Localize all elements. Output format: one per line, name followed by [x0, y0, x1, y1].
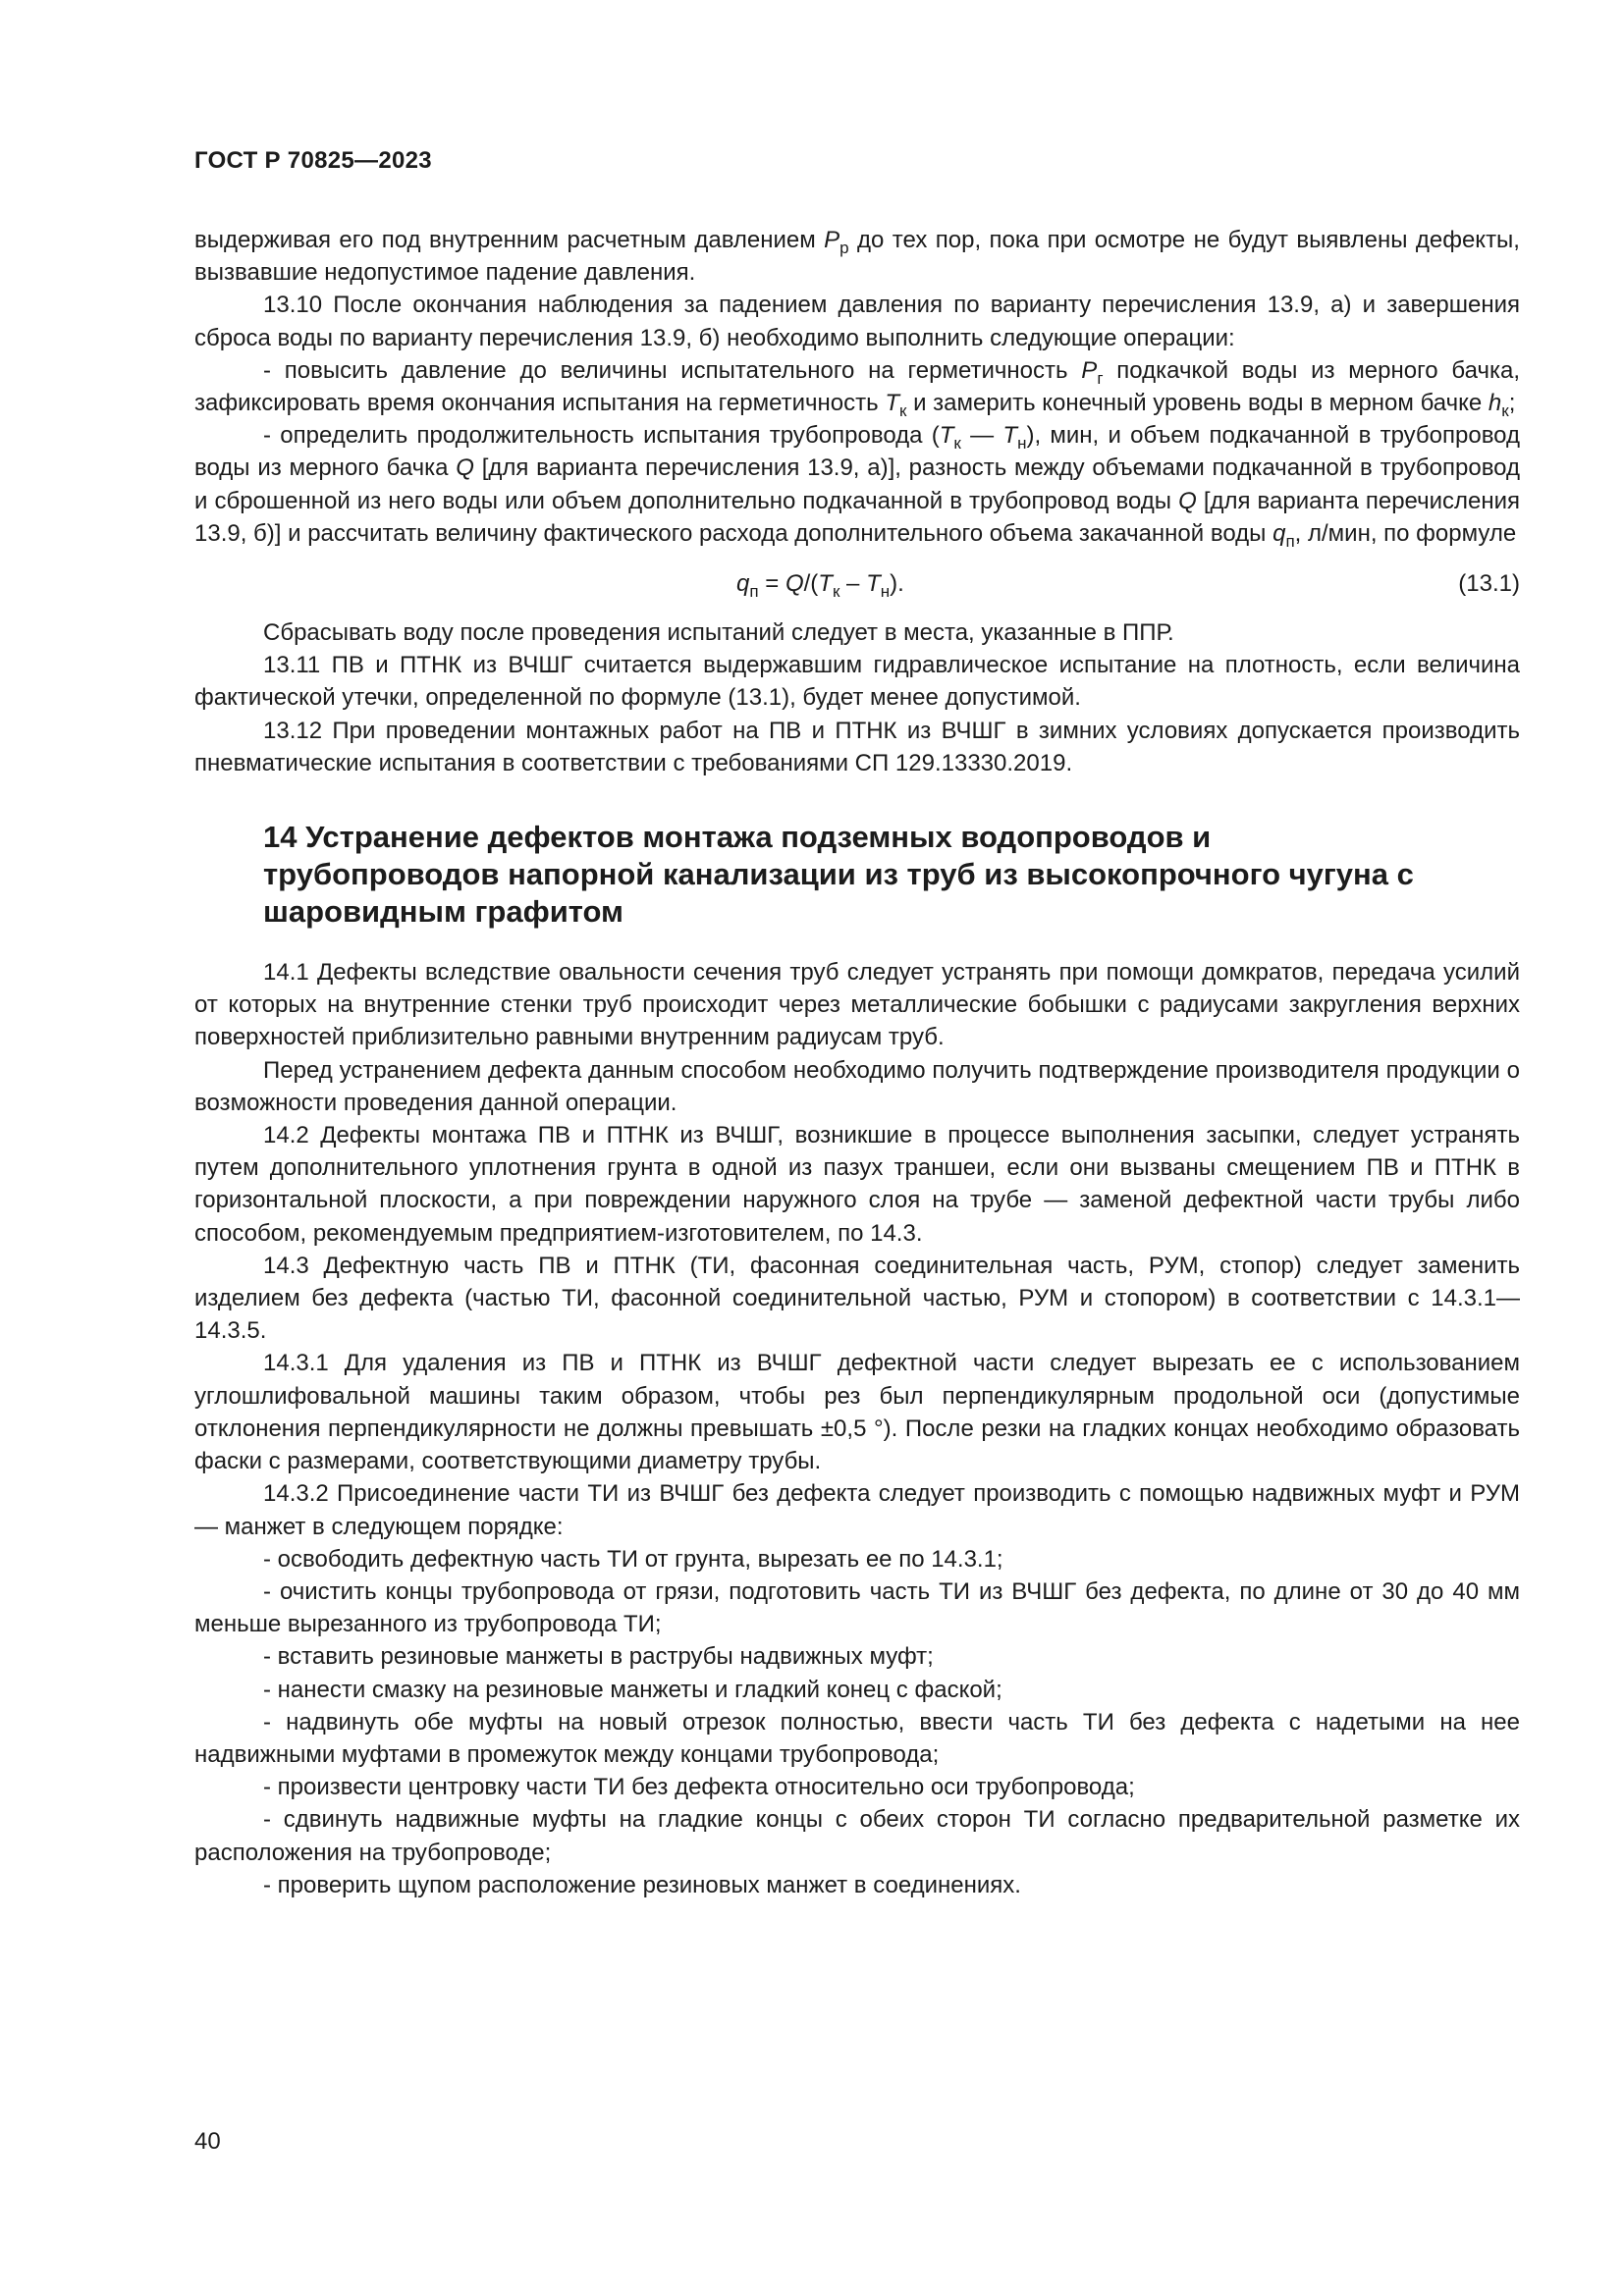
list-item: - произвести центровку части ТИ без дефекта относительно оси трубопровода;	[263, 1774, 1135, 1801]
paragraph: Сбрасывать воду после проведения испытаний следует в места, указанные в ППР.	[263, 619, 1174, 647]
section-heading-14: 14 Устранение дефектов монтажа подземных водопроводов и трубопроводов напорной канализации из труб из высокопрочного чугуна с шаровидным графитом	[263, 820, 1414, 930]
document-header: ГОСТ Р 70825—2023	[194, 147, 432, 174]
paragraph-13-11: 13.11 ПВ и ПТНК из ВЧШГ считается выдержавшим гидравлическое испытание на плотность, если величина фактической утечки, определенной по формуле (13.1), будет менее допустимой.	[194, 652, 1520, 712]
list-item: - вставить резиновые манжеты в раструбы надвижных муфт;	[263, 1643, 934, 1671]
paragraph-14-3-1: 14.3.1 Для удаления из ПВ и ПТНК из ВЧШГ дефектной части следует вырезать ее с использованием углошлифовальной машины таким образом, чтобы рез был перпендикулярным продольной оси (допустимые отклонения перпендикулярности не должны превышать ±0,5 °). После резки на гладких концах необходимо образовать фаски с размерами, соответствующими диаметру трубы.	[194, 1350, 1520, 1475]
list-item: - определить продолжительность испытания трубопровода ($T_к$ — $T_н$), мин, и объем подкачанной в трубопровод воды из мерного бачка Q [для варианта перечисления 13.9, а)], разность между объемами подкачанной в трубопровод и сброшенной из него воды или объем дополнительно подкачанной в трубопровод воды Q [для варианта перечисления 13.9, б)] и рассчитать величину фактического расхода дополнительного объема закачанной воды $q_п$, л/мин, по формуле	[194, 422, 1521, 551]
list-item: - очистить концы трубопровода от грязи, подготовить часть ТИ из ВЧШГ без дефекта, по длине от 30 до 40 мм меньше вырезанного из трубопровода ТИ;	[194, 1577, 1520, 1638]
page-number: 40	[194, 2128, 221, 2155]
list-item: - освободить дефектную часть ТИ от грунта, вырезать ее по 14.3.1;	[263, 1545, 1003, 1573]
list-item: - повысить давление до величины испытательного на герметичность $P_г$ подкачкой воды из мерного бачка, зафиксировать время окончания испытания на герметичность $T_к$ и замерить конечный уровень воды в мерном бачке $h_к$;	[194, 356, 1520, 420]
document-body	[194, 224, 1520, 1901]
list-item: - проверить щупом расположение резиновых манжет в соединениях.	[263, 1871, 1021, 1898]
list-item: - надвинуть обе муфты на новый отрезок полностью, ввести часть ТИ без дефекта с надетыми на нее надвижными муфтами в промежуток между концами трубопровода;	[194, 1708, 1520, 1768]
paragraph: Перед устранением дефекта данным способом необходимо получить подтверждение производителя продукции о возможности проведения данной операции.	[194, 1056, 1520, 1116]
paragraph-14-3-2: 14.3.2 Присоединение части ТИ из ВЧШГ без дефекта следует производить с помощью надвижных муфт и РУМ — манжет в следующем порядке:	[194, 1480, 1520, 1540]
formula-13-1	[194, 558, 1520, 613]
formula-expression: $q_п = Q/(T_к - T_н)$.	[736, 570, 904, 601]
paragraph-14-3: 14.3 Дефектную часть ПВ и ПТНК (ТИ, фасонная соединительная часть, РУМ, стопор) следует заменить изделием без дефекта (частью ТИ, фасонной соединительной частью, РУМ и стопором) в соответствии с 14.3.1—14.3.5.	[194, 1252, 1520, 1345]
paragraph-13-12: 13.12 При проведении монтажных работ на ПВ и ПТНК из ВЧШГ в зимних условиях допускается производить пневматические испытания в соответствии с требованиями СП 129.13330.2019.	[194, 717, 1520, 776]
formula-number: (13.1)	[1458, 570, 1520, 598]
paragraph-13-10: 13.10 После окончания наблюдения за падением давления по варианту перечисления 13.9, а) и завершения сброса воды по варианту перечисления 13.9, б) необходимо выполнить следующие операции:	[194, 292, 1520, 351]
list-item: - сдвинуть надвижные муфты на гладкие концы с обеих сторон ТИ согласно предварительной разметке их расположения на трубопроводе;	[194, 1806, 1520, 1866]
list-item: - нанести смазку на резиновые манжеты и гладкий конец с фаской;	[263, 1676, 1002, 1703]
paragraph-14-1: 14.1 Дефекты вследствие овальности сечения труб следует устранять при помощи домкратов, передача усилий от которых на внутренние стенки труб происходит через металлические бобышки с радиусами закругления верхних поверхностей приблизительно равными внутренним радиусам труб.	[194, 959, 1520, 1051]
paragraph: выдерживая его под внутренним расчетным давлением $P_р$ до тех пор, пока при осмотре не будут выявлены дефекты, вызвавшие недопустимое падение давления.	[194, 227, 1520, 287]
paragraph-14-2: 14.2 Дефекты монтажа ПВ и ПТНК из ВЧШГ, возникшие в процессе выполнения засыпки, следует устранять путем дополнительного уплотнения грунта в одной из пазух траншеи, если они вызваны смещением ПВ и ПТНК в горизонтальной плоскости, а при повреждении наружного слоя на трубе — заменой дефектной части трубы либо способом, рекомендуемым предприятием-изготовителем, по 14.3.	[194, 1122, 1520, 1247]
